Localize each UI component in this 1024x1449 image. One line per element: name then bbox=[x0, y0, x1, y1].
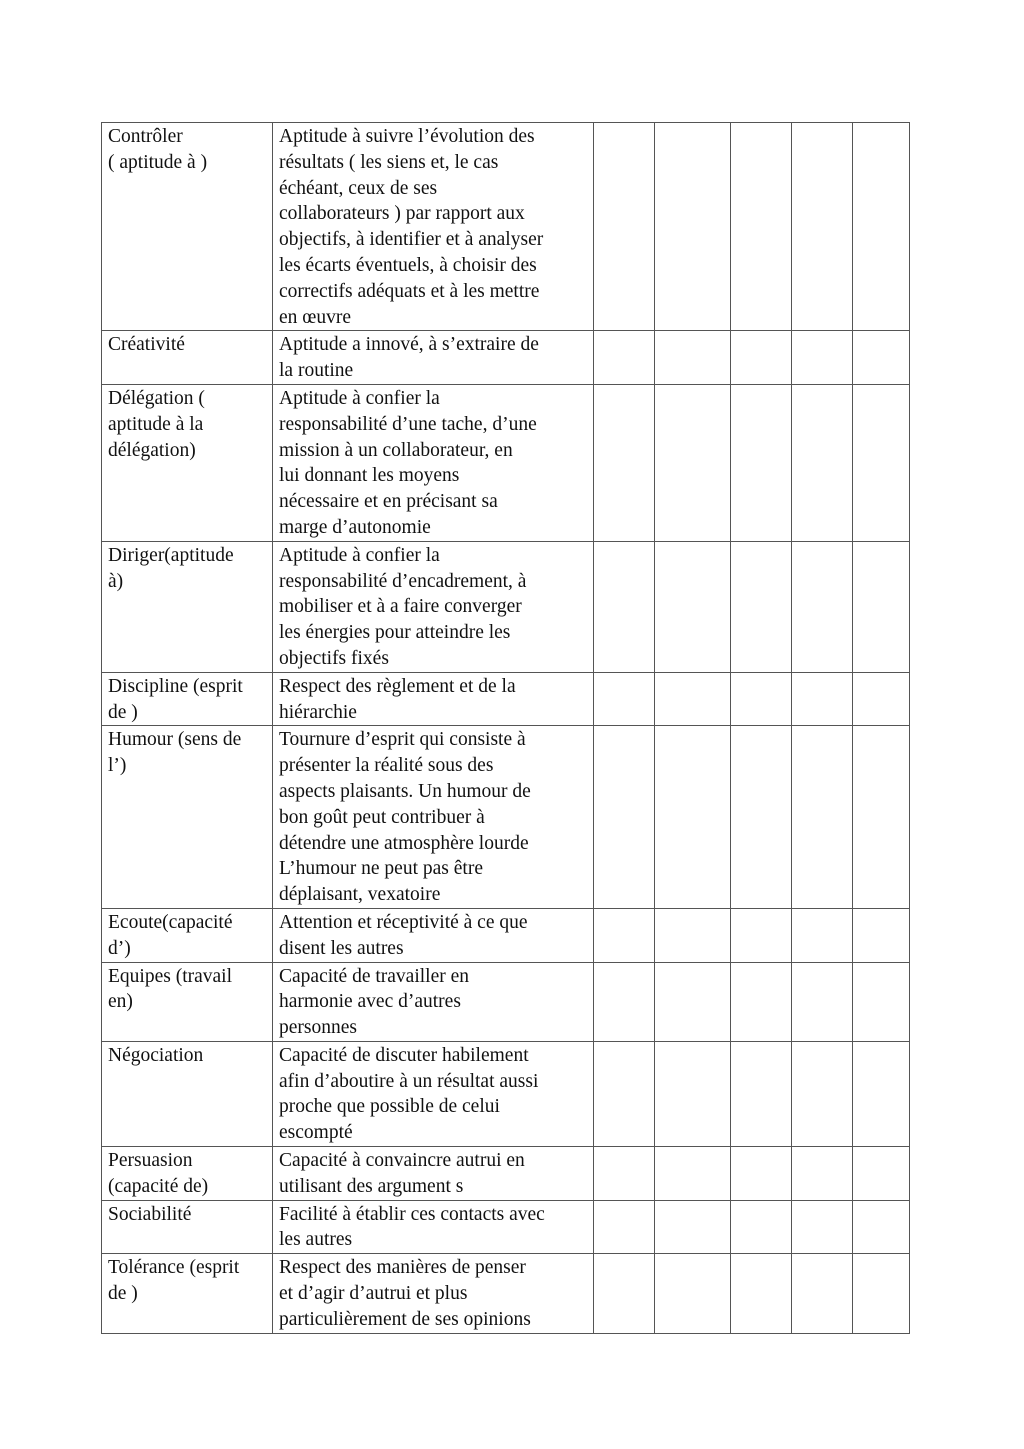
table-row bbox=[102, 908, 910, 962]
rating-cell-1[interactable] bbox=[594, 726, 655, 909]
competence-name-cell bbox=[102, 1041, 273, 1146]
rating-cell-2[interactable] bbox=[655, 1200, 731, 1254]
rating-cell-5[interactable] bbox=[853, 962, 910, 1041]
rating-cell-1[interactable] bbox=[594, 123, 655, 331]
competence-description-cell bbox=[273, 1041, 594, 1146]
competence-name-cell bbox=[102, 726, 273, 909]
competence-description-cell bbox=[273, 384, 594, 541]
rating-cell-2[interactable] bbox=[655, 1147, 731, 1201]
competence-name: Diriger(aptitude à) bbox=[108, 544, 234, 592]
rating-cell-4[interactable] bbox=[792, 384, 853, 541]
competence-name-cell bbox=[102, 962, 273, 1041]
table-row bbox=[102, 541, 910, 672]
competence-name: Sociabilité bbox=[108, 1203, 192, 1225]
competence-name: Contrôler ( aptitude à ) bbox=[108, 126, 208, 173]
competence-description: Capacité à convaincre autrui en utilisant des argument s bbox=[279, 1150, 525, 1197]
table-row bbox=[102, 1200, 910, 1254]
rating-cell-1[interactable] bbox=[594, 672, 655, 726]
rating-cell-1[interactable] bbox=[594, 541, 655, 672]
competence-description-cell bbox=[273, 726, 594, 909]
rating-cell-3[interactable] bbox=[731, 1041, 792, 1146]
rating-cell-4[interactable] bbox=[792, 331, 853, 385]
rating-cell-5[interactable] bbox=[853, 672, 910, 726]
table-row bbox=[102, 672, 910, 726]
rating-cell-2[interactable] bbox=[655, 672, 731, 726]
rating-cell-3[interactable] bbox=[731, 1200, 792, 1254]
rating-cell-4[interactable] bbox=[792, 123, 853, 331]
table-row bbox=[102, 726, 910, 909]
rating-cell-2[interactable] bbox=[655, 962, 731, 1041]
competence-name: Délégation ( aptitude à la délégation) bbox=[108, 387, 205, 461]
rating-cell-4[interactable] bbox=[792, 1041, 853, 1146]
rating-cell-3[interactable] bbox=[731, 908, 792, 962]
competence-description: Respect des manières de penser et d’agir d’autrui et plus particulièrement de ses opinions bbox=[279, 1257, 531, 1330]
rating-cell-4[interactable] bbox=[792, 1254, 853, 1333]
rating-cell-5[interactable] bbox=[853, 908, 910, 962]
competence-name-cell bbox=[102, 1147, 273, 1201]
competence-name: Discipline (esprit de ) bbox=[108, 675, 243, 723]
rating-cell-3[interactable] bbox=[731, 962, 792, 1041]
competence-description: Aptitude à confier la responsabilité d’encadrement, à mobiliser et à a faire converger les énergies pour atteindre les objectifs fixés bbox=[279, 544, 527, 669]
rating-cell-2[interactable] bbox=[655, 384, 731, 541]
rating-cell-1[interactable] bbox=[594, 1041, 655, 1146]
competence-description-cell bbox=[273, 908, 594, 962]
rating-cell-3[interactable] bbox=[731, 726, 792, 909]
rating-cell-5[interactable] bbox=[853, 1254, 910, 1333]
competence-description-cell bbox=[273, 672, 594, 726]
table-row bbox=[102, 331, 910, 385]
competence-description-cell bbox=[273, 1200, 594, 1254]
rating-cell-1[interactable] bbox=[594, 1147, 655, 1201]
rating-cell-3[interactable] bbox=[731, 331, 792, 385]
competence-description: Facilité à établir ces contacts avec les autres bbox=[279, 1203, 545, 1251]
rating-cell-3[interactable] bbox=[731, 1254, 792, 1333]
rating-cell-2[interactable] bbox=[655, 331, 731, 385]
competence-description: Aptitude a innové, à s’extraire de la routine bbox=[279, 334, 539, 382]
rating-cell-3[interactable] bbox=[731, 384, 792, 541]
table-row bbox=[102, 962, 910, 1041]
rating-cell-2[interactable] bbox=[655, 1041, 731, 1146]
competence-description: Capacité de travailler en harmonie avec d’autres personnes bbox=[279, 965, 470, 1039]
rating-cell-4[interactable] bbox=[792, 672, 853, 726]
rating-cell-2[interactable] bbox=[655, 726, 731, 909]
rating-cell-1[interactable] bbox=[594, 1200, 655, 1254]
rating-cell-5[interactable] bbox=[853, 541, 910, 672]
competence-name-cell bbox=[102, 541, 273, 672]
rating-cell-2[interactable] bbox=[655, 1254, 731, 1333]
competence-description-cell bbox=[273, 962, 594, 1041]
rating-cell-4[interactable] bbox=[792, 908, 853, 962]
rating-cell-3[interactable] bbox=[731, 672, 792, 726]
competence-description-cell bbox=[273, 1147, 594, 1201]
competence-name-cell bbox=[102, 123, 273, 331]
rating-cell-5[interactable] bbox=[853, 1041, 910, 1146]
table-row bbox=[102, 1041, 910, 1146]
rating-cell-1[interactable] bbox=[594, 962, 655, 1041]
rating-cell-3[interactable] bbox=[731, 123, 792, 331]
competence-description: Aptitude à confier la responsabilité d’une tache, d’une mission à un collaborateur, en lui donnant les moyens nécessaire et en précisant sa marge d’autonomie bbox=[279, 387, 537, 538]
competences-table bbox=[101, 122, 910, 1334]
rating-cell-5[interactable] bbox=[853, 1200, 910, 1254]
rating-cell-3[interactable] bbox=[731, 541, 792, 672]
competence-name: Créativité bbox=[108, 334, 185, 356]
competence-name-cell bbox=[102, 331, 273, 385]
rating-cell-4[interactable] bbox=[792, 726, 853, 909]
table-row bbox=[102, 384, 910, 541]
competence-name-cell bbox=[102, 908, 273, 962]
competence-name: Ecoute(capacité d’) bbox=[108, 911, 233, 959]
rating-cell-1[interactable] bbox=[594, 908, 655, 962]
competence-name: Négociation bbox=[108, 1044, 204, 1066]
rating-cell-5[interactable] bbox=[853, 726, 910, 909]
competence-description: Aptitude à suivre l’évolution des résultats ( les siens et, le cas échéant, ceux de ses collaborateurs ) par rapport aux objectifs, à identifier et à analyser les écarts éventuels, à choisir des correctifs adéquats et à les mettre en œuvre bbox=[279, 126, 544, 328]
competence-description-cell bbox=[273, 541, 594, 672]
competence-name-cell bbox=[102, 1254, 273, 1333]
competence-description: Respect des règlement et de la hiérarchie bbox=[279, 675, 516, 723]
rating-cell-5[interactable] bbox=[853, 384, 910, 541]
competence-description: Attention et réceptivité à ce que disent les autres bbox=[279, 911, 528, 959]
rating-cell-5[interactable] bbox=[853, 1147, 910, 1201]
competence-description: Tournure d’esprit qui consiste à présenter la réalité sous des aspects plaisants. Un humour de bon goût peut contribuer à détendre une atmosphère lourde L’humour ne peut pas être déplaisant, vexatoire bbox=[279, 729, 531, 906]
table-row bbox=[102, 1254, 910, 1333]
rating-cell-1[interactable] bbox=[594, 384, 655, 541]
rating-cell-4[interactable] bbox=[792, 1200, 853, 1254]
rating-cell-3[interactable] bbox=[731, 1147, 792, 1201]
rating-cell-1[interactable] bbox=[594, 1254, 655, 1333]
table-row bbox=[102, 123, 910, 331]
rating-cell-2[interactable] bbox=[655, 908, 731, 962]
rating-cell-4[interactable] bbox=[792, 541, 853, 672]
competence-name-cell bbox=[102, 1200, 273, 1254]
competence-name: Humour (sens de l’) bbox=[108, 729, 242, 777]
rating-cell-2[interactable] bbox=[655, 123, 731, 331]
rating-cell-1[interactable] bbox=[594, 331, 655, 385]
competence-description: Capacité de discuter habilement afin d’aboutire à un résultat aussi proche que possible de celui escompté bbox=[279, 1044, 539, 1144]
rating-cell-2[interactable] bbox=[655, 541, 731, 672]
competence-description-cell bbox=[273, 1254, 594, 1333]
rating-cell-5[interactable] bbox=[853, 123, 910, 331]
competence-name-cell bbox=[102, 384, 273, 541]
competence-name: Tolérance (esprit de ) bbox=[108, 1257, 240, 1305]
competence-name-cell bbox=[102, 672, 273, 726]
rating-cell-5[interactable] bbox=[853, 331, 910, 385]
competence-description-cell bbox=[273, 331, 594, 385]
rating-cell-4[interactable] bbox=[792, 962, 853, 1041]
competence-name: Equipes (travail en) bbox=[108, 965, 232, 1013]
competence-description-cell bbox=[273, 123, 594, 331]
competence-name: Persuasion (capacité de) bbox=[108, 1150, 209, 1197]
table-row bbox=[102, 1147, 910, 1201]
rating-cell-4[interactable] bbox=[792, 1147, 853, 1201]
